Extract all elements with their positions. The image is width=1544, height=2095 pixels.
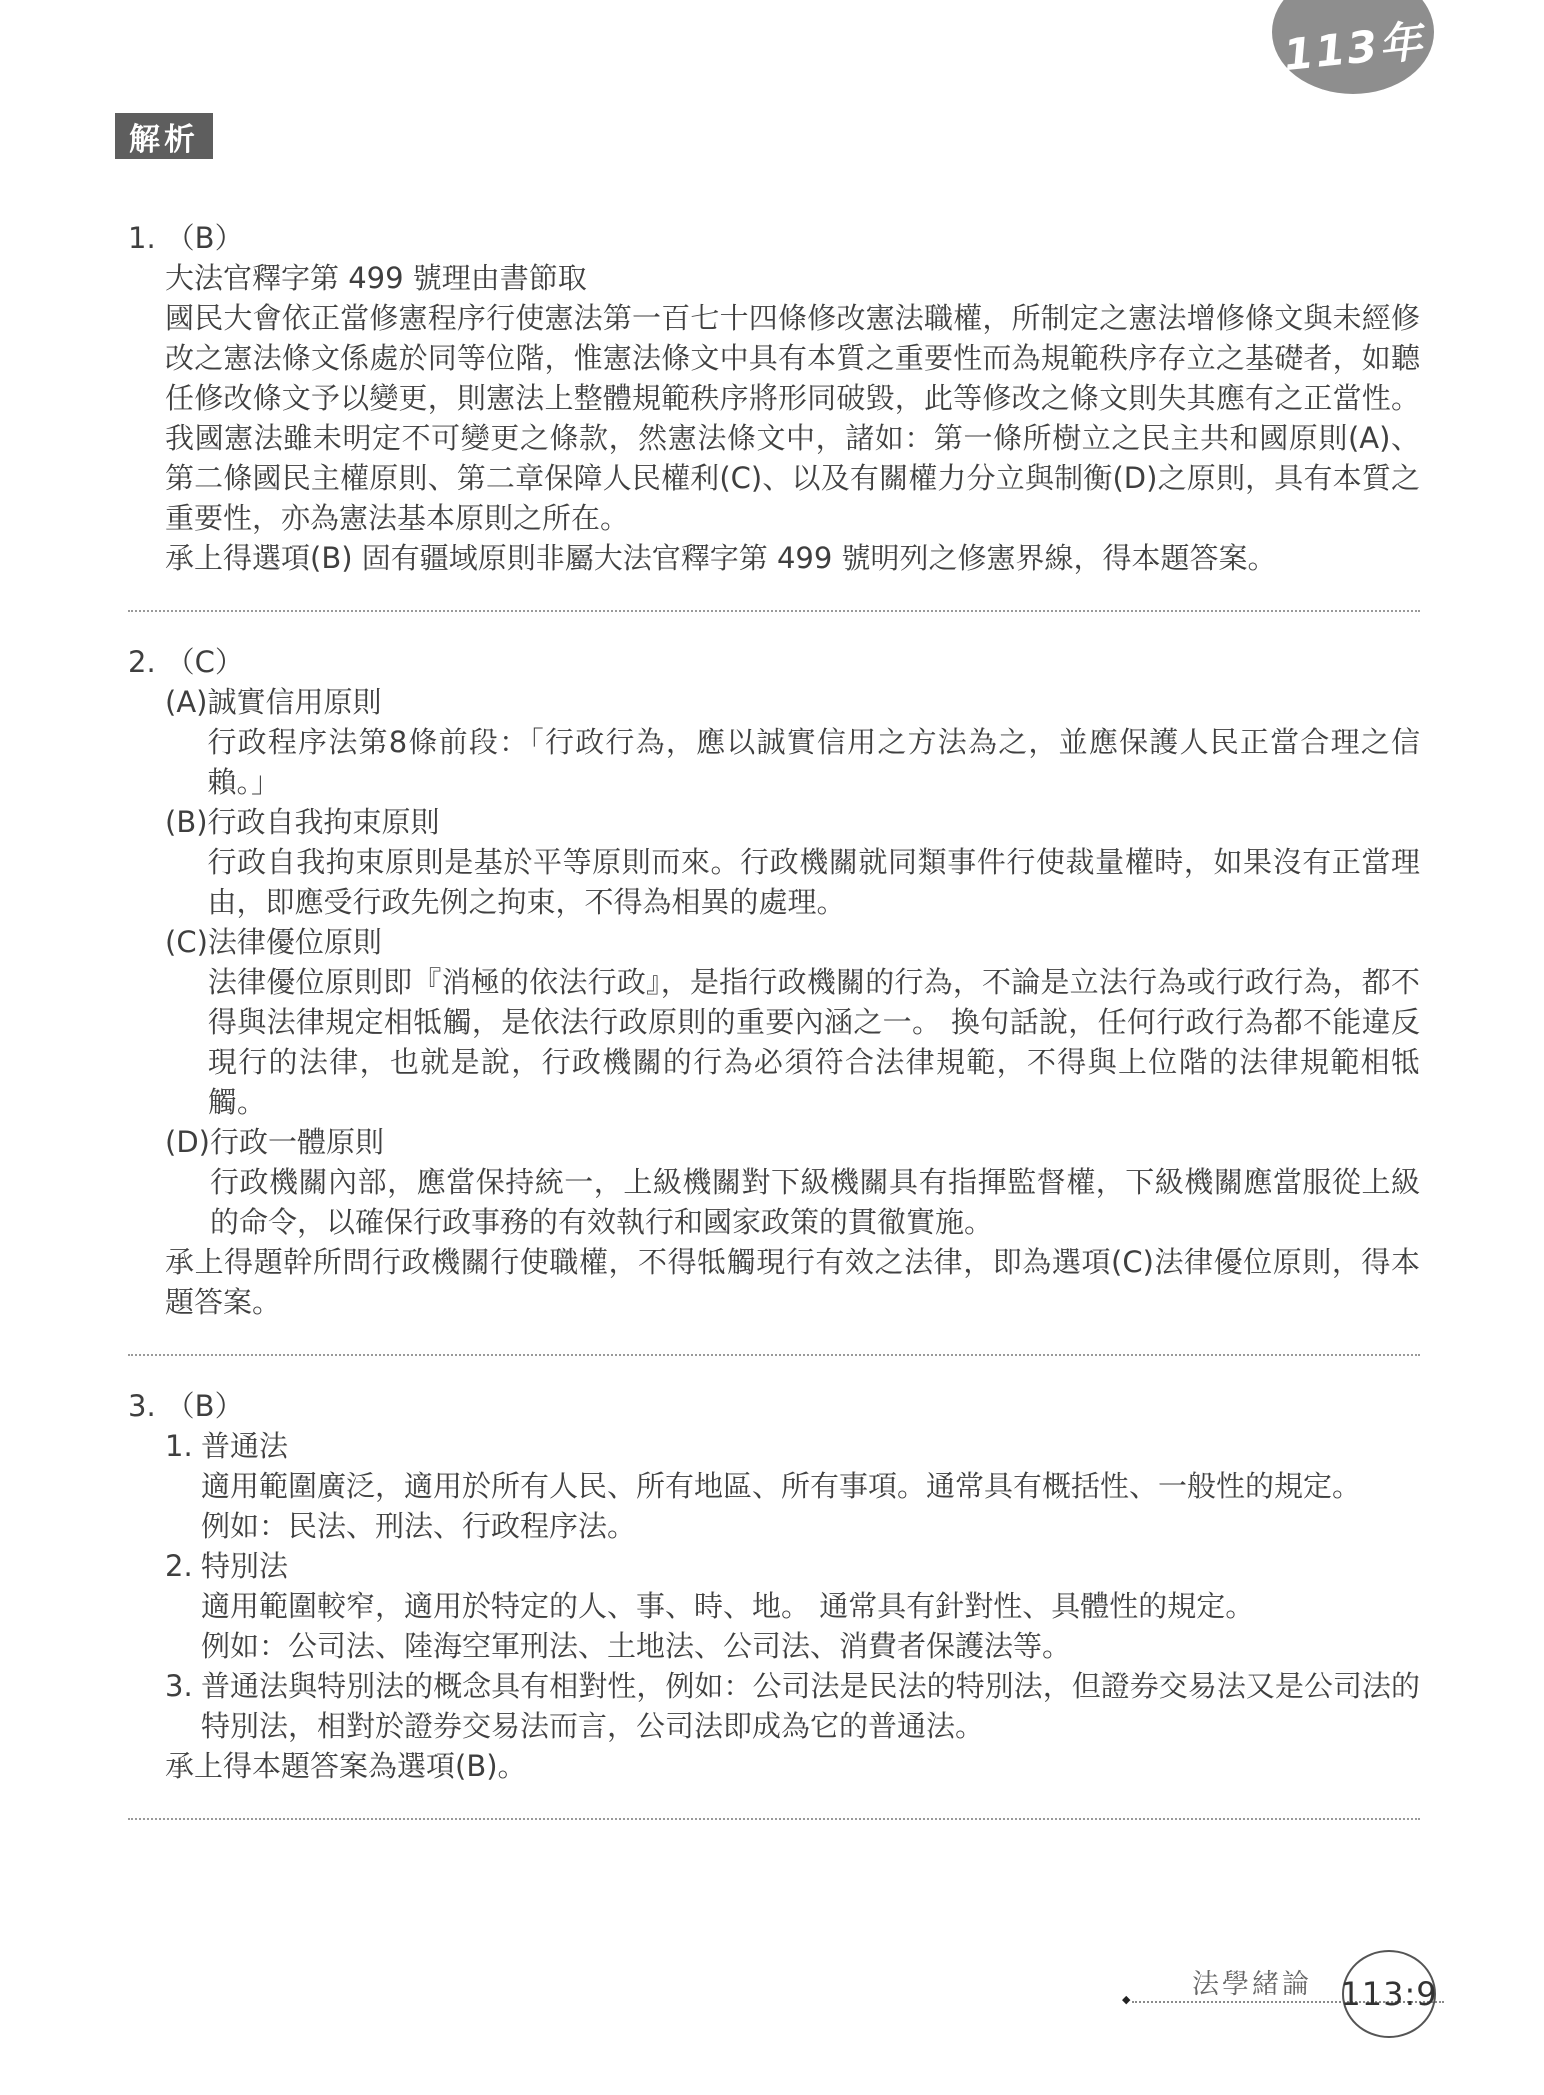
answer-letter: （B）	[165, 1389, 244, 1423]
option-title: 法律優位原則	[207, 925, 382, 959]
point-item-2	[165, 1546, 1420, 1666]
point-text: 普通法與特別法的概念具有相對性，例如：公司法是民法的特別法，但證券交易法又是公司法的特別法，相對於證券交易法而言，公司法即成為它的普通法。	[201, 1669, 1420, 1743]
page-number-badge	[1342, 1950, 1436, 2038]
option-title: 誠實信用原則	[207, 685, 382, 719]
analysis-header	[115, 113, 213, 159]
section-body	[165, 682, 1420, 1322]
option-item-A	[165, 682, 1420, 802]
year-badge-label: 113年	[1280, 16, 1426, 81]
section-heading	[128, 642, 1420, 682]
solution-section-3	[128, 1386, 1420, 1786]
solution-section-1	[128, 218, 1420, 578]
footer-subject-label: 法學緒論	[1192, 1969, 1312, 2000]
option-label: (B)	[165, 805, 208, 839]
option-label: (C)	[165, 925, 208, 959]
point-label: 2.	[165, 1549, 193, 1583]
point-label: 3.	[165, 1669, 193, 1703]
question-number: 3.	[128, 1389, 156, 1423]
section-heading	[128, 1386, 1420, 1426]
question-number: 2.	[128, 645, 156, 679]
analysis-header-label: 解析	[129, 121, 199, 158]
point-title: 普通法	[201, 1429, 289, 1463]
option-text: 行政機關內部，應當保持統一，上級機關對下級機關具有指揮監督權，下級機關應當服從上級的命令，以確保行政事務的有效執行和國家政策的貫徹實施。	[209, 1165, 1420, 1239]
question-number: 1.	[128, 221, 156, 255]
section-heading	[128, 218, 1420, 258]
point-title: 特別法	[201, 1549, 289, 1583]
option-text: 行政自我拘束原則是基於平等原則而來。行政機關就同類事件行使裁量權時，如果沒有正當理由，即應受行政先例之拘束，不得為相異的處理。	[207, 845, 1420, 919]
option-item-D	[165, 1122, 1420, 1242]
option-item-C	[165, 922, 1420, 1122]
option-title: 行政自我拘束原則	[207, 805, 440, 839]
section-conclusion: 承上得題幹所問行政機關行使職權，不得牴觸現行有效之法律，即為選項(C)法律優位原則，得本題答案。	[165, 1245, 1420, 1319]
option-label: (A)	[165, 685, 208, 719]
section-conclusion: 承上得選項(B) 固有疆域原則非屬大法官釋字第 499 號明列之修憲界線，得本題答案。	[165, 541, 1277, 575]
page-number: 113:9	[1340, 1975, 1438, 2013]
section-divider	[128, 610, 1420, 612]
year-badge	[1272, 0, 1434, 94]
point-label: 1.	[165, 1429, 193, 1463]
point-line: 適用範圍廣泛，適用於所有人民、所有地區、所有事項。通常具有概括性、一般性的規定。	[201, 1469, 1362, 1503]
option-item-B	[165, 802, 1420, 922]
option-text: 行政程序法第8條前段：「行政行為，應以誠實信用之方法為之，並應保護人民正當合理之信賴。」	[207, 725, 1420, 799]
solution-section-2	[128, 642, 1420, 1322]
point-item-3	[165, 1666, 1420, 1746]
point-line: 例如：民法、刑法、行政程序法。	[201, 1509, 637, 1543]
point-line: 例如：公司法、陸海空軍刑法、土地法、公司法、消費者保護法等。	[201, 1629, 1072, 1663]
answer-letter: （B）	[165, 221, 244, 255]
section-paragraph: 國民大會依正當修憲程序行使憲法第一百七十四條修改憲法職權，所制定之憲法增修條文與未經修改之憲法條文係處於同等位階，惟憲法條文中具有本質之重要性而為規範秩序存立之基礎者，如聽任修改條文予以變更，則憲法上整體規範秩序將形同破毀，此等修改之條文則失其應有之正當性。我國憲法雖未明定不可變更之條款，然憲法條文中，諸如：第一條所樹立之民主共和國原則(A)、第二條國民主權原則、第二章保障人民權利(C)、以及有關權力分立與制衡(D)之原則，具有本質之重要性，亦為憲法基本原則之所在。	[165, 301, 1420, 535]
point-line: 適用範圍較窄，適用於特定的人、事、時、地。 通常具有針對性、具體性的規定。	[201, 1589, 1255, 1623]
section-intro: 大法官釋字第 499 號理由書節取	[165, 261, 587, 295]
option-title: 行政一體原則	[209, 1125, 384, 1159]
section-divider	[128, 1354, 1420, 1356]
section-conclusion: 承上得本題答案為選項(B)。	[165, 1749, 527, 1783]
section-body	[165, 258, 1420, 578]
option-text: 法律優位原則即『消極的依法行政』，是指行政機關的行為，不論是立法行為或行政行為，都不得與法律規定相牴觸，是依法行政原則的重要內涵之一。 換句話說，任何行政行為都不能違反現行的法律，也就是說，行政機關的行為必須符合法律規範，不得與上位階的法律規範相牴觸。	[207, 965, 1420, 1119]
answer-letter: （C）	[165, 645, 244, 679]
footer-arrow-icon: ◆	[1122, 1993, 1131, 2006]
section-divider	[128, 1818, 1420, 1820]
point-item-1	[165, 1426, 1420, 1546]
option-label: (D)	[165, 1125, 210, 1159]
section-body	[165, 1426, 1420, 1786]
